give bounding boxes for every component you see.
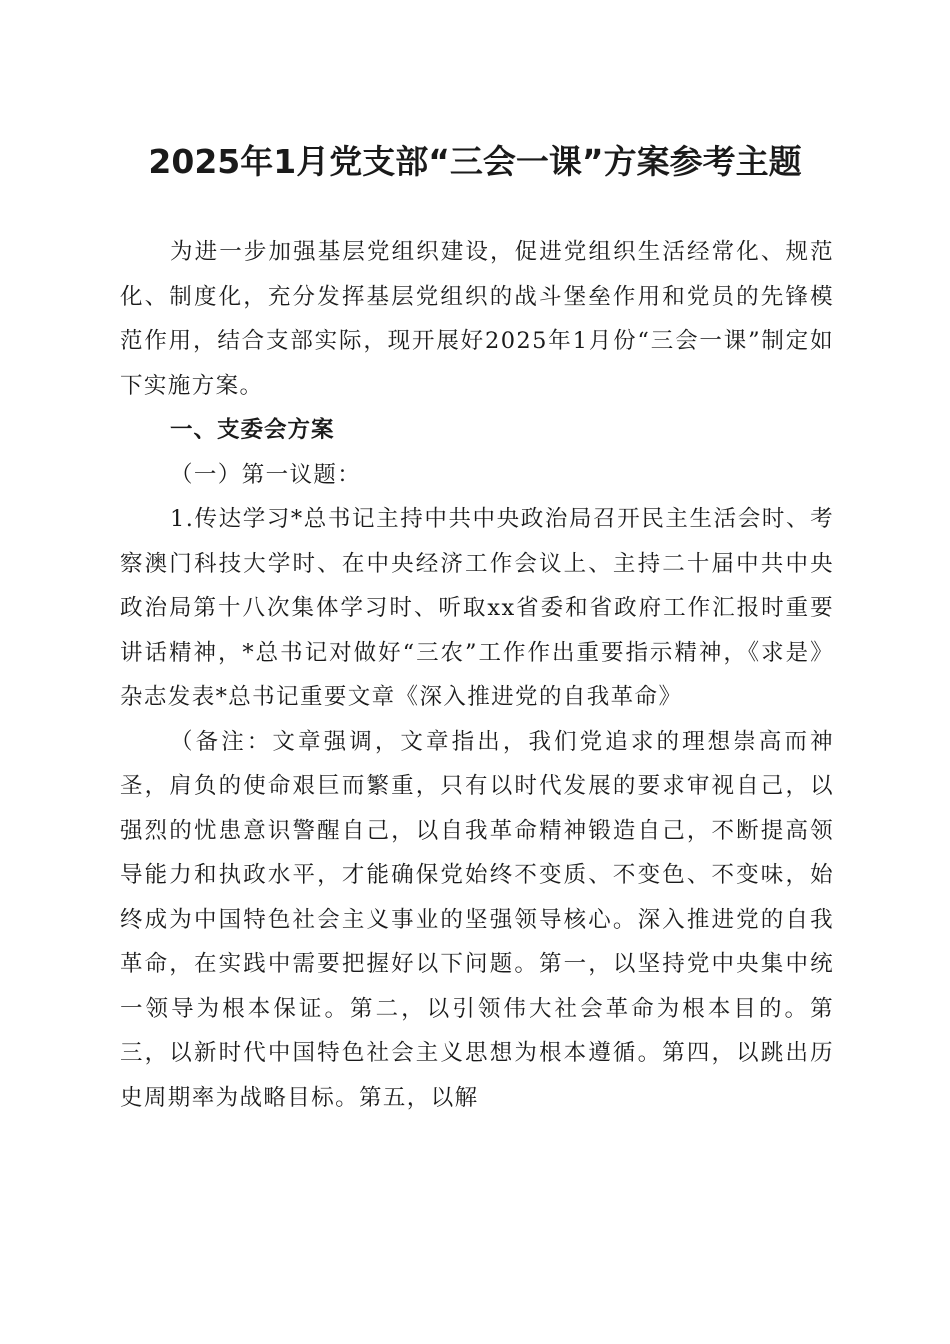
note-paragraph: （备注：文章强调，文章指出，我们党追求的理想崇高而神圣，肩负的使命艰巨而繁重，只有以时代发展的要求审视自己，以强烈的忧患意识警醒自己，以自我革命精神锻造自己，不断提高领导能力和执政水平，才能确保党始终不变质、不变色、不变味，始终成为中国特色社会主义事业的坚强领导核心。深入推进党的自我革命，在实践中需要把握好以下问题。第一，以坚持党中央集中统一领导为根本保证。第二，以引领伟大社会革命为根本目的。第三，以新时代中国特色社会主义思想为根本遵循。第四，以跳出历史周期率为战略目标。第五，以解 [120,728,834,1111]
item-paragraph: 1.传达学习*总书记主持中共中央政治局召开民主生活会时、考察澳门科技大学时、在中央经济工作会议上、主持二十届中共中央政治局第十八次集体学习时、听取xx省委和省政府工作汇报时重要讲话精神，*总书记对做好“三农”工作作出重要指示精神，《求是》杂志发表*总书记重要文章《深入推进党的自我革命》 [120,506,834,710]
section-heading: 一、支委会方案 [170,417,335,443]
intro-paragraph: 为进一步加强基层党组织建设，促进党组织生活经常化、规范化、制度化，充分发挥基层党组织的战斗堡垒作用和党员的先锋模范作用，结合支部实际，现开展好2025年1月份“三会一课”制定如下实施方案。 [120,239,834,399]
subsection-heading: （一）第一议题： [170,461,362,488]
document-title: 2025年1月党支部“三会一课”方案参考主题 [148,142,802,181]
document-body [120,230,834,1120]
